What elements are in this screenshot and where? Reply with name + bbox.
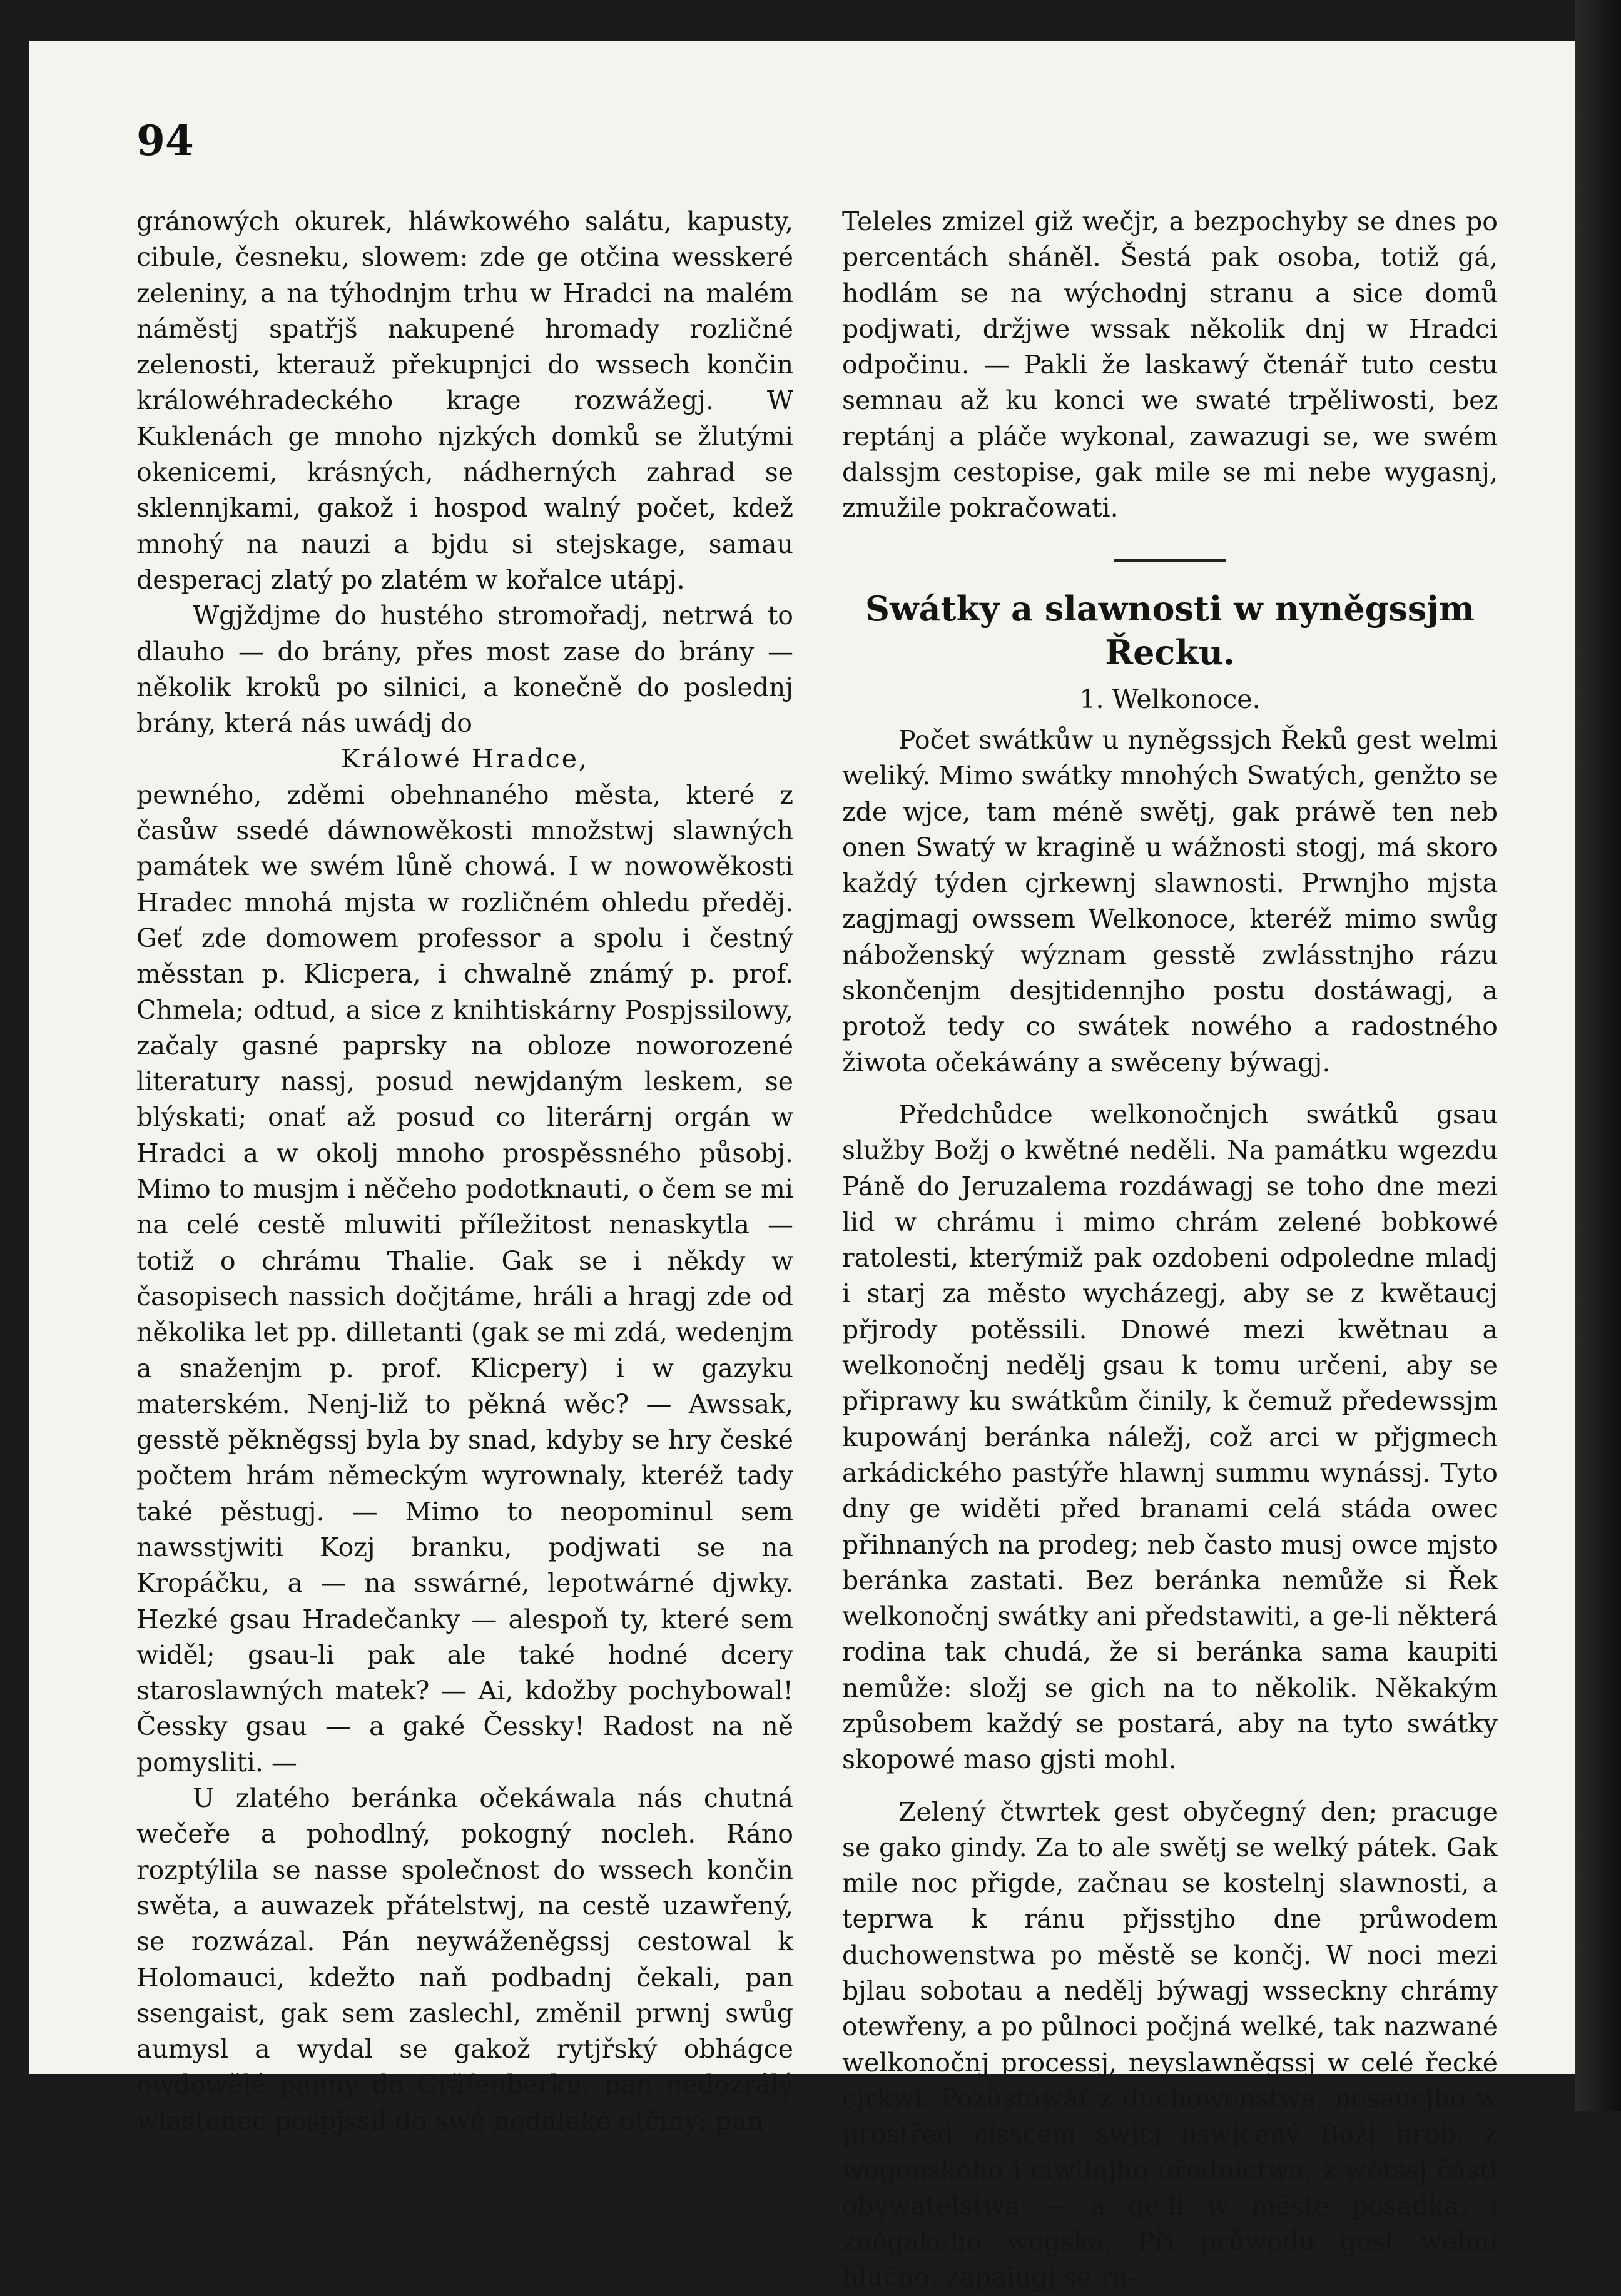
section-title: Swátky a slawnosti w nyněgssjm Řecku. [865,588,1475,672]
paragraph: pewného, zděmi obehnaného města, které z časůw ssedé dáwnowěkosti množstwj slawných památek we swém lůně chowá. I w nowowěkosti Hradec mnohá mjsta w rozličném ohledu předěj. Geť zde domowem professor a spolu i čestný měsstan p. Klicpera, i chwalně známý p. prof. Chmela; odtud, a sice z knihtiskárny Pospjssilowy, začaly gasné paprsky na obloze noworozené literatury nassj, posud newjdaným leskem, se blýskati; onať až posud co literárnj orgán w Hradci a w okolj mnoho prospěssného působj. Mimo to musjm i něčeho podotknauti, o čem se mi na celé cestě mluwiti příležitost nenaskytla — totiž o chrámu Thalie. Gak se i někdy w časopisech nassich dočjtáme, hráli a hragj zde od několika let pp. dilletanti (gak se mi zdá, wedenjm a snaženjm p. prof. Klicpery) i w gazyku materském. Nenj-liž to pěkná wěc? — Awssak, gesstě pěkněgssj byla by snad, kdyby se hry české počtem hrám německým wyrownaly, kteréž tady také pěstugj. — Mimo to neopominul sem nawsstjwiti Kozj branku, podjwati se na Kropáčku, a — na sswárné, lepotwárné djwky. Hezké gsau Hradečanky — alespoň ty, které sem widěl; gsau-li pak ale také hodné dcery staroslawných matek? — Ai, kdožby pochybowal! Čessky gsau — a gaké Čessky! Radost na ně pomysliti. — [136,779,793,1778]
paragraph: Počet swátkůw u nyněgssjch Řeků gest welmi weliký. Mimo swátky mnohých Swatých, genžto se zde wjce, tam méně swětj, gak práwě ten neb onen Swatý w kragině u wážnosti stogj, má skoro každý týden cjrkewnj slawnosti. Prwnjho mjsta zagjmagj owssem Welkonoce, kteréž mimo swůg náboženský wýznam gesstě zwlásstnjho rázu skončenjm desjtidennjho postu dostáwagj, a protož tedy co swátek nowého a radostného žiwota očekáwány a swěceny býwagj. [842,724,1498,1078]
paragraph: Zelený čtwrtek gest obyčegný den; pracuge se gako gindy. Za to ale swětj se welký pátek. Gak mile noc přigde, začnau se kostelnj slawnosti, a teprwa k ránu přjsstjho dne průwodem duchowenstwa po městě se končj. W noci mezi bjlau sobotau a nedělj býwagj wsseckny chrámy otewřeny, a po půlnoci počjná welké, tak nazwané welkonočnj processj, neyslawněgssj w celé řecké cjrkwi. Pozůstáwáť z duchowenstwa, nesaucjho w prostřed cisscem swjcj oswjcený Božj hrob, z wogenského i ciwilnjho úřednictwa, z wětssj části obywatelstwa — a ge-li w městě posádka, i zněgakého wogska. Při průwodu gest welmi hlučno, zapalugj se ra- [842,1796,1498,2293]
page-number: 94 [136,116,194,165]
right-column [842,204,1498,2296]
left-column [136,204,793,2139]
paragraph: Teleles zmizel giž wečjr, a bezpochyby se dnes po percentách sháněl. Šestá pak osoba, totiž gá, hodlám se na wýchodnj stranu a sice domů podjwati, držjwe wssak několik dnj w Hradci odpočinu. — Pakli že laskawý čtenář tuto cestu semnau až ku konci we swaté trpěliwosti, bez reptánj a pláče wykonal, zawazugi se, we swém dalssjm cestopise, gak mile se mi nebe wygasnj, zmužile pokračowati. [842,206,1498,523]
book-page [29,41,1575,2293]
paragraph: Wgjždjme do hustého stromořadj, netrwá to dlauho — do brány, přes most zase do brány — několik kroků po silnici, a konečně do poslednj brány, která nás uwádj do [136,600,793,739]
book-binding-edge [1575,0,1621,2111]
section-divider [1114,559,1226,562]
paragraph: U zlatého beránka očekáwala nás chutná wečeře a pohodlný, pokogný nocleh. Ráno rozptýlila se nasse společnost do wssech končin swěta, a auwazek přátelstwj, na cestě uzawřený, se rozwázal. Pán neywáženěgssj cestowal k Holomauci, kdežto naň podbadnj čekali, pan ssengaist, gak sem zaslechl, změnil prwnj swůg aumysl a wydal se gakož rytjřský obhágce owdowělé panny do Gräfenberku; pan nedozrálý wlastenec pospjssil do swé nedaleké otčiny; pan [136,1783,793,2136]
paragraph: gránowých okurek, hláwkowého salátu, kapusty, cibule, česneku, slowem: zde ge otčina wesskeré zeleniny, a na týhodnjm trhu w Hradci na malém náměstj spatřjš nakupené hromady rozličné zelenosti, kterauž překupnjci do wssech končin králowéhradeckého krage rozwážegj. W Kuklenách ge mnoho njzkých domků se žlutými okenicemi, krásných, nádherných zahrad se sklennjkami, gakož i hospod walný počet, kdež mnohý na nauzi a bjdu si stejskage, samau desperacj zlatý po zlatém w kořalce utápj. [136,206,793,595]
section-subtitle: 1. Welkonoce. [1079,684,1261,714]
place-heading: Králowé Hradce, [340,744,589,774]
paragraph: Předchůdce welkonočnjch swátků gsau služby Božj o kwětné neděli. Na památku wgezdu Páně do Jeruzalema rozdáwagj se toho dne mezi lid w chrámu i mimo chrám zelené bobkowé ratolesti, kterýmiž pak ozdobeni odpoledne mladj i starj za město wycházegj, aby se z kwětaucj přjrody potěssili. Dnowé mezi kwětnau a welkonočnj nedělj gsau k tomu určeni, aby se připrawy ku swátkům činily, k čemuž předewssjm kupowánj beránka náležj, což arci w přjgmech arkádického pastýře hlawnj summu wynássj. Tyto dny ge widěti před branami celá stáda owec přihnaných na prodeg; neb často musj owce mjsto beránka zastati. Bez beránka nemůže si Řek welkonočnj swátky ani předstawiti, a ge-li některá rodina tak chudá, že si beránka sama kaupiti nemůže: složj se gich na to několik. Někakým způsobem každý se postará, aby na tyto swátky skopowé maso gjsti mohl. [842,1099,1498,1775]
